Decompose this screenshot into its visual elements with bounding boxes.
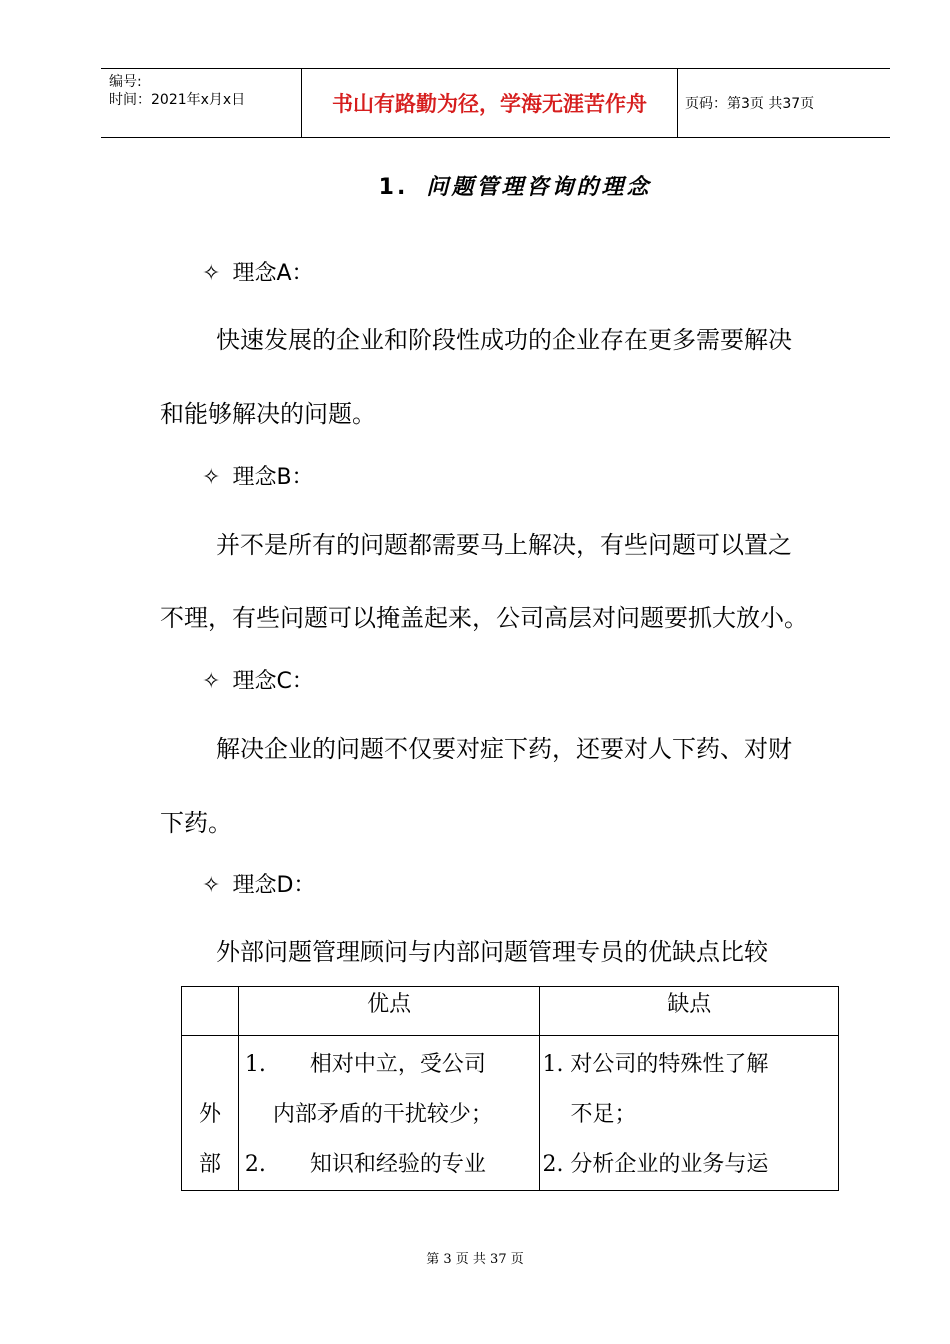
concept-b-heading — [202, 460, 314, 491]
header-meta — [101, 69, 301, 137]
concept-label: 理念D： — [232, 873, 316, 898]
code-label: 编号: — [109, 74, 142, 90]
time-label: 时间：2021年x月x日 — [109, 92, 246, 108]
concept-label: 理念C： — [232, 669, 314, 694]
cons-cell — [540, 1036, 839, 1191]
table-header-row — [182, 987, 839, 1036]
concept-c-line-1: 解决企业的问题不仅要对症下药，还要对人下药、对财 — [216, 735, 792, 763]
row-label-cell — [182, 1036, 239, 1191]
concept-label: 理念B： — [232, 465, 314, 490]
header-motto: 书山有路勤为径，学海无涯苦作舟 — [301, 69, 678, 137]
cons-line: 2. 分析企业的业务与运 — [542, 1152, 769, 1177]
concept-d-line-1: 外部问题管理顾问与内部问题管理专员的优缺点比较 — [216, 938, 768, 966]
table-row — [182, 1036, 839, 1191]
pros-line: 2. 知识和经验的专业 — [244, 1152, 486, 1177]
diamond-bullet-icon: ✧ — [202, 261, 221, 286]
header-page-label: 页码：第3页 共37页 — [685, 96, 815, 112]
cons-line: 1. 对公司的特殊性了解 — [542, 1052, 769, 1077]
section-title — [0, 170, 950, 201]
row-label-line: 外 — [198, 1102, 221, 1127]
concept-b-line-1: 并不是所有的问题都需要马上解决，有些问题可以置之 — [216, 531, 792, 559]
cons-line: 不足； — [570, 1102, 637, 1127]
concept-a-heading — [202, 256, 314, 287]
row-label-line: 部 — [198, 1152, 221, 1177]
section-number: 1. — [378, 175, 409, 200]
page-header — [101, 68, 890, 138]
concept-a-line-2: 和能够解决的问题。 — [160, 400, 376, 428]
concept-d-heading — [202, 868, 315, 899]
pros-line: 内部矛盾的干扰较少； — [272, 1102, 493, 1127]
diamond-bullet-icon: ✧ — [202, 465, 221, 490]
table-header-pros: 优点 — [238, 987, 540, 1036]
concept-c-line-2: 下药。 — [160, 809, 232, 837]
page-footer: 第 3 页 共 37 页 — [426, 1252, 524, 1267]
diamond-bullet-icon: ✧ — [202, 873, 221, 898]
comparison-table — [181, 986, 839, 1191]
table-header-cell — [182, 987, 239, 1036]
concept-a-line-1: 快速发展的企业和阶段性成功的企业存在更多需要解决 — [216, 326, 792, 354]
section-title-text: 问题管理咨询的理念 — [426, 175, 652, 200]
concept-c-heading — [202, 664, 314, 695]
pros-cell — [238, 1036, 540, 1191]
concept-b-line-2: 不理，有些问题可以掩盖起来，公司高层对问题要抓大放小。 — [160, 604, 808, 632]
pros-line: 1. 相对中立，受公司 — [244, 1052, 486, 1077]
table-header-cons: 缺点 — [540, 987, 839, 1036]
diamond-bullet-icon: ✧ — [202, 669, 221, 694]
concept-label: 理念A： — [232, 261, 314, 286]
